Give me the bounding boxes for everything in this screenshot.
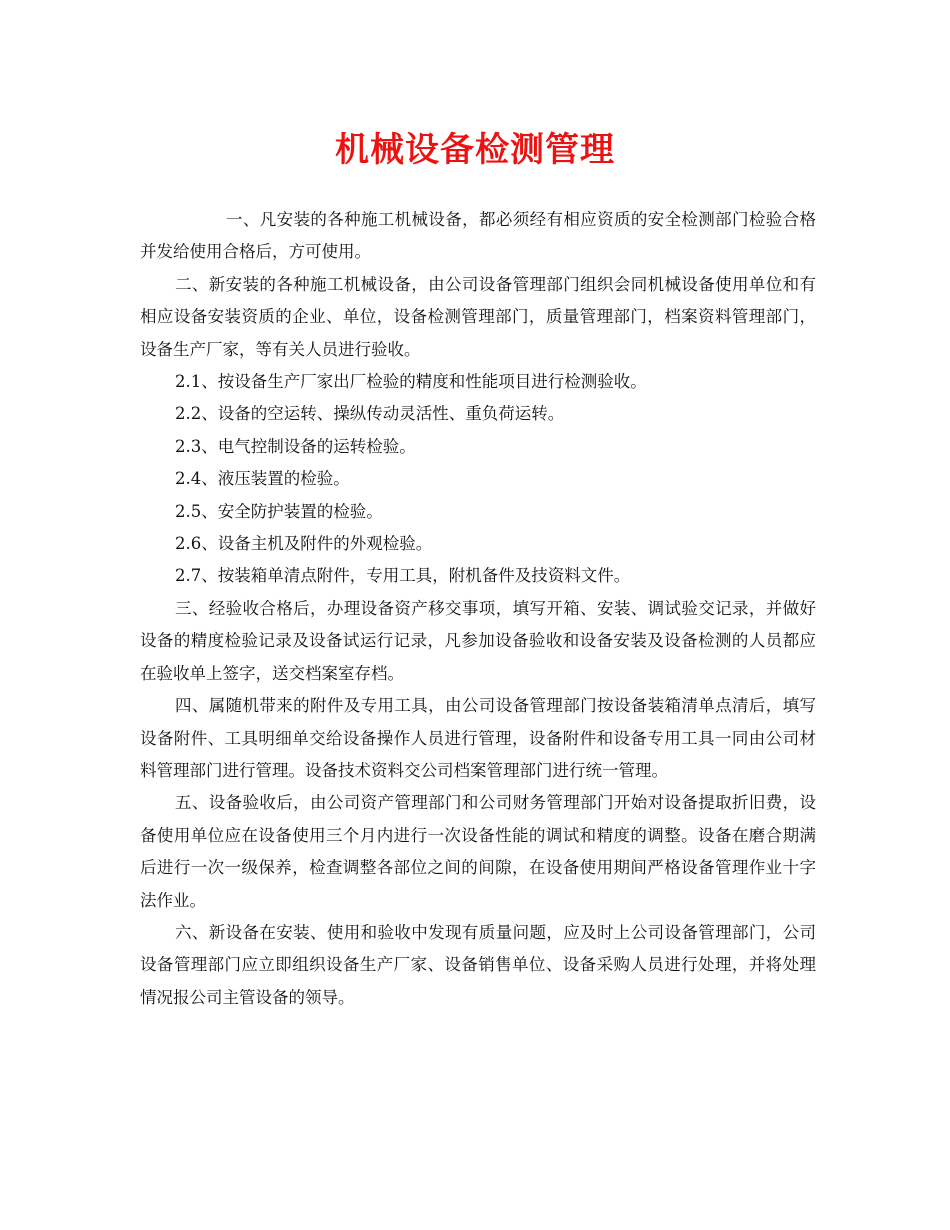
sub-item-2-7: 2.7、按装箱单清点附件，专用工具，附机备件及技资料文件。 bbox=[175, 566, 631, 586]
paragraph-3: 三、经验收合格后，办理设备资产移交事项，填写开箱、安装、调试验交记录，并做好设备的精度检验记录及设备试运行记录，凡参加设备验收和设备安装及设备检测的人员都应在验收单上签字，送交档案室存档。 bbox=[140, 598, 816, 683]
sub-item-2-5: 2.5、安全防护装置的检验。 bbox=[175, 501, 383, 521]
sub-item-2-3: 2.3、电气控制设备的运转检验。 bbox=[175, 436, 416, 456]
paragraph-1: 一、凡安装的各种施工机械设备，都必须经有相应资质的安全检测部门检验合格并发给使用合格后，方可使用。 bbox=[140, 210, 816, 262]
sub-item-2-2: 2.2、设备的空运转、操纵传动灵活性、重负荷运转。 bbox=[175, 404, 565, 424]
sub-item-2-4: 2.4、液压装置的检验。 bbox=[175, 469, 350, 489]
document-body bbox=[140, 204, 816, 1014]
paragraph-5: 五、设备验收后，由公司资产管理部门和公司财务管理部门开始对设备提取折旧费，设备使用单位应在设备使用三个月内进行一次设备性能的调试和精度的调整。设备在磨合期满后进行一次一级保养，检查调整各部位之间的间隙，在设备使用期间严格设备管理作业十字法作业。 bbox=[140, 793, 816, 910]
sub-item-2-6: 2.6、设备主机及附件的外观检验。 bbox=[175, 534, 433, 554]
document-title: 机械设备检测管理 bbox=[335, 130, 615, 170]
paragraph-4: 四、属随机带来的附件及专用工具，由公司设备管理部门按设备装箱清单点清后，填写设备附件、工具明细单交给设备操作人员进行管理，设备附件和设备专用工具一同由公司材料管理部门进行管理。设备技术资料交公司档案管理部门进行统一管理。 bbox=[140, 696, 816, 780]
paragraph-6: 六、新设备在安装、使用和验收中发现有质量问题，应及时上公司设备管理部门，公司设备管理部门应立即组织设备生产厂家、设备销售单位、设备采购人员进行处理，并将处理情况报公司主管设备的领导。 bbox=[140, 922, 816, 1007]
sub-item-2-1: 2.1、按设备生产厂家出厂检验的精度和性能项目进行检测验收。 bbox=[175, 372, 647, 392]
paragraph-2: 二、新安装的各种施工机械设备，由公司设备管理部门组织会同机械设备使用单位和有相应设备安装资质的企业、单位，设备检测管理部门，质量管理部门，档案资料管理部门，设备生产厂家，等有关人员进行验收。 bbox=[140, 274, 816, 359]
